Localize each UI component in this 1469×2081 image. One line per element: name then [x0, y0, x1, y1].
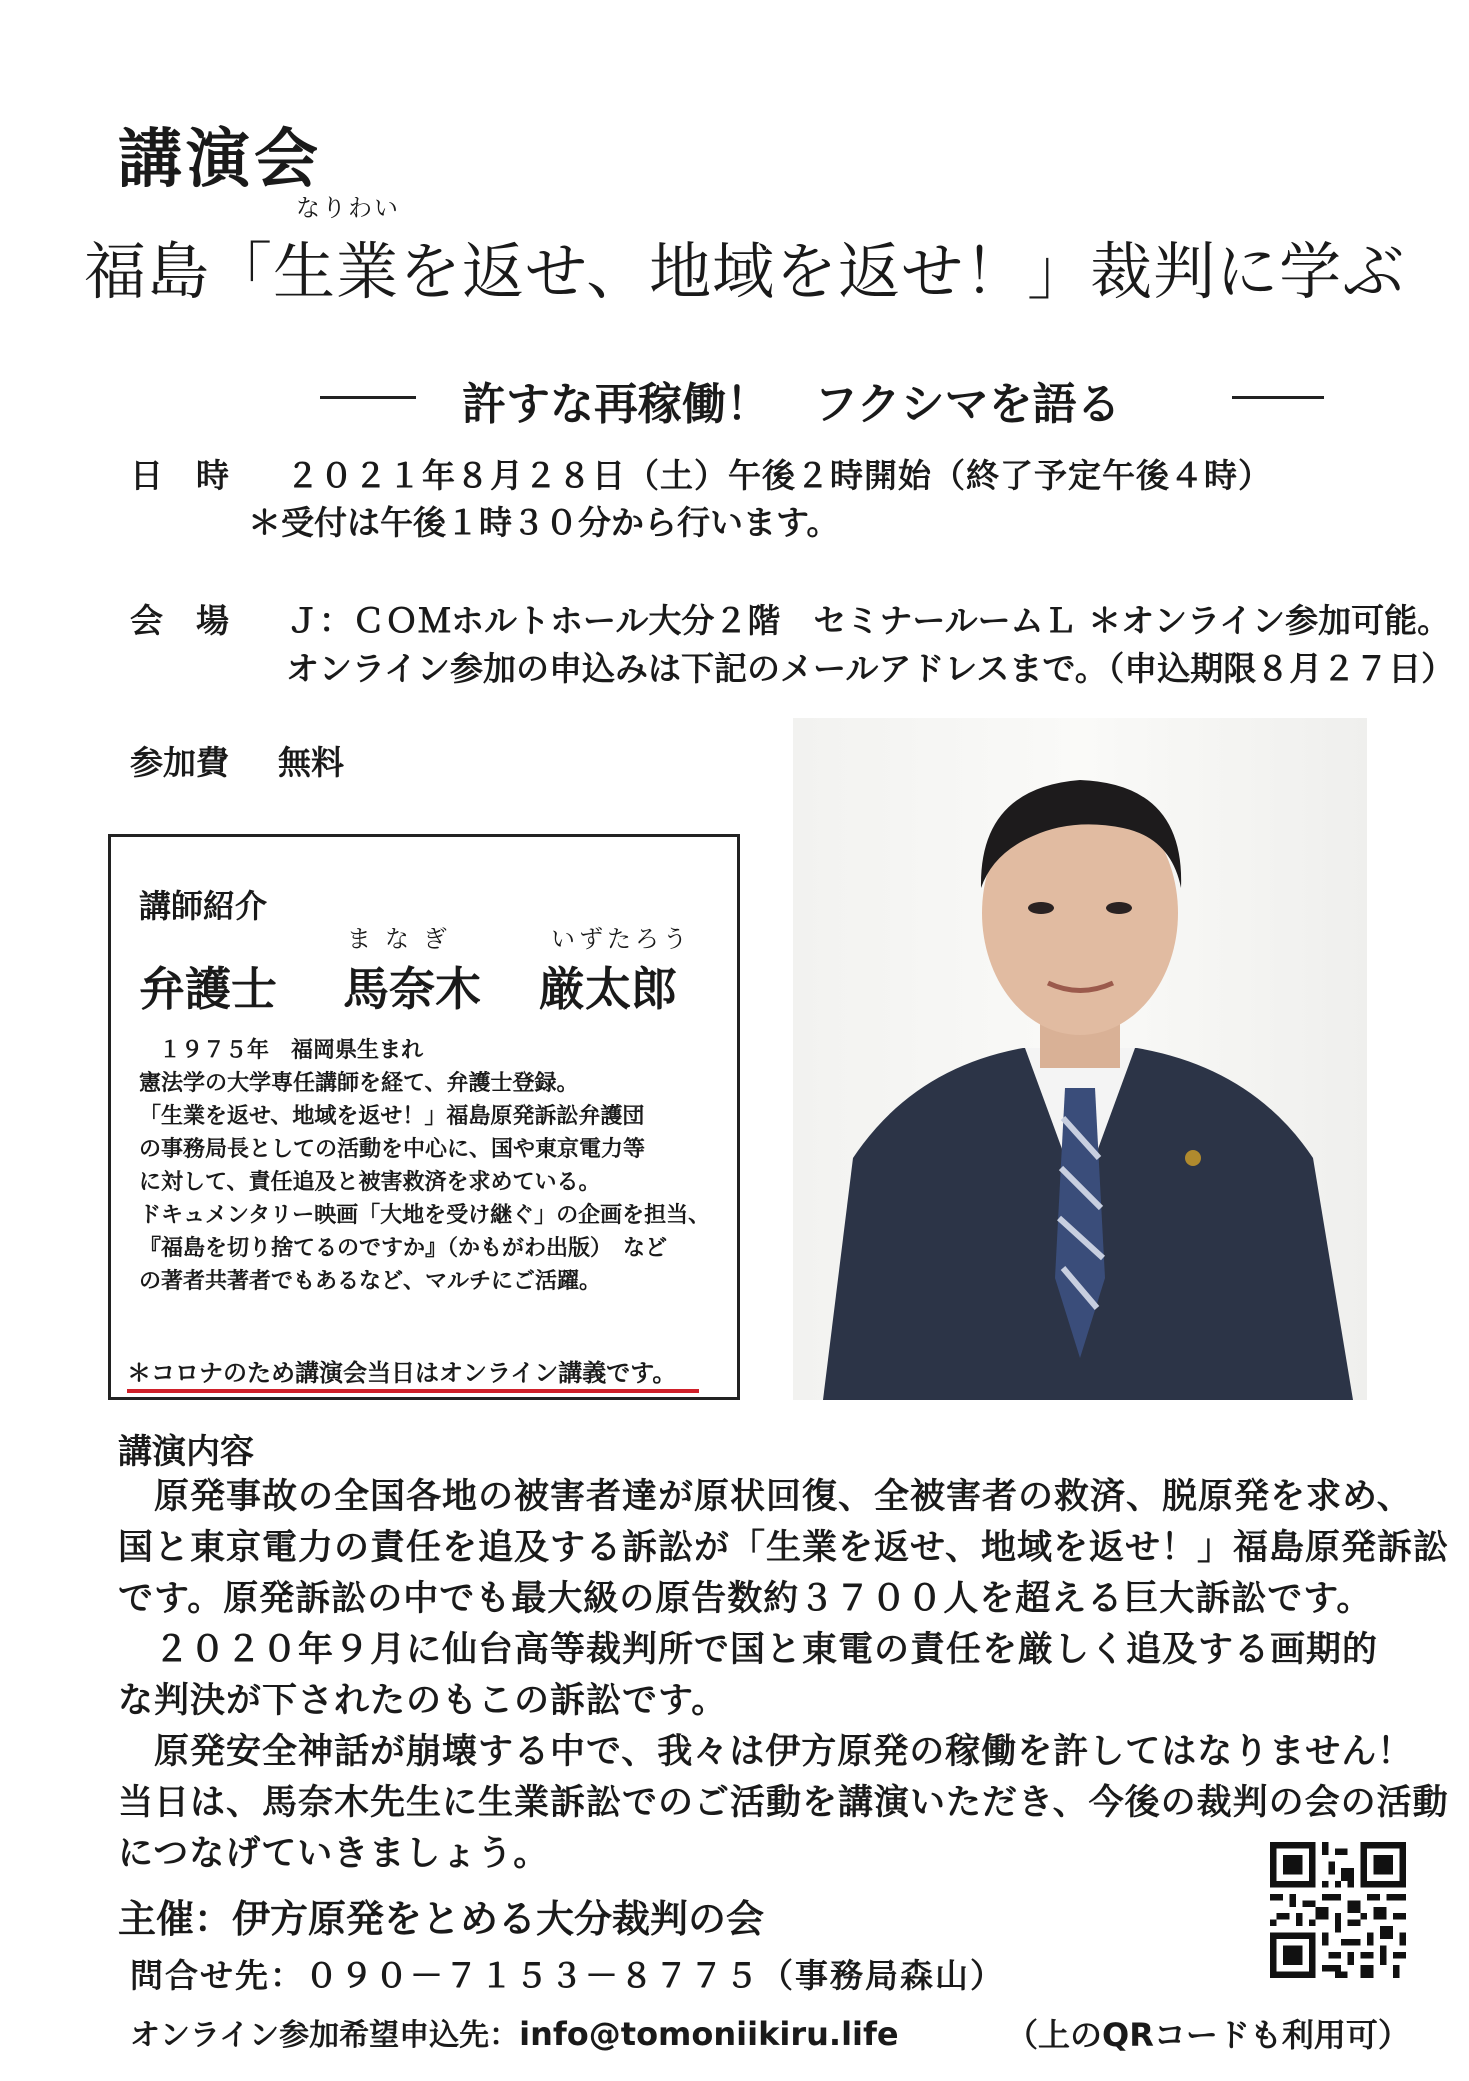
- title-ruby: なりわい: [296, 194, 400, 222]
- content-line: ２０２０年９月に仙台高等裁判所で国と東電の責任を厳しく追及する画期的: [118, 1630, 1379, 1670]
- notice-underline: [127, 1389, 699, 1393]
- venue-label: 会 場: [130, 601, 229, 640]
- bio-line: 『福島を切り捨てるのですか』（かもがわ出版） など: [139, 1236, 668, 1261]
- bio-line: の著者共著者でもあるなど、マルチにご活躍。: [139, 1269, 602, 1294]
- main-title: 福島「生業を返せ、地域を返せ！」裁判に学ぶ: [84, 235, 1406, 308]
- fee-label: 参加費: [130, 743, 229, 782]
- speaker-title: 弁護士: [139, 962, 277, 1016]
- content-line: につなげていきましょう。: [118, 1834, 550, 1874]
- organizer: 主催：伊方原発をとめる大分裁判の会: [118, 1897, 765, 1941]
- given-name-ruby: いずたろう: [551, 925, 691, 953]
- qr-note: （上のQRコードも利用可）: [1006, 2016, 1410, 2054]
- content-body: [118, 1472, 1449, 1880]
- content-line: です。原発訴訟の中でも最大級の原告数約３７００人を超える巨大訴訟です。: [118, 1579, 1373, 1619]
- qr-code-icon[interactable]: [1270, 1842, 1406, 1978]
- bio-line: に対して、責任追及と被害救済を求めている。: [139, 1170, 601, 1195]
- fee-value: 無料: [278, 743, 344, 782]
- surname-ruby: まなぎ: [347, 925, 461, 953]
- contact-phone: 問合せ先：０９０－７１５３－８７７５（事務局森山）: [130, 1956, 1005, 1995]
- content-line: な判決が下されたのもこの訴訟です。: [118, 1681, 728, 1721]
- content-line: 国と東京電力の責任を追及する訴訟が「生業を返せ、地域を返せ！」福島原発訴訟: [118, 1528, 1449, 1568]
- online-label: オンライン参加希望申込先：: [130, 2018, 520, 2053]
- date-label: 日 時: [130, 456, 229, 495]
- speaker-given-name: 厳太郎: [539, 962, 677, 1016]
- bio-line: 憲法学の大学専任講師を経て、弁護士登録。: [139, 1071, 579, 1096]
- content-line: 当日は、馬奈木先生に生業訴訟でのご活動を講演いただき、今後の裁判の会の活動: [118, 1783, 1449, 1823]
- speaker-bio: [139, 1034, 710, 1298]
- speaker-surname: 馬奈木: [343, 962, 481, 1016]
- bio-line: ドキュメンタリー映画「大地を受け継ぐ」の企画を担当、: [139, 1203, 711, 1228]
- right-dash: [1232, 396, 1324, 399]
- event-label: 講演会: [118, 123, 322, 197]
- content-line: 原発事故の全国各地の被害者達が原状回復、全被害者の救済、脱原発を求め、: [118, 1477, 1413, 1517]
- bio-line: 「生業を返せ、地域を返せ！」福島原発訴訟弁護団: [139, 1104, 645, 1129]
- speaker-profile-box: [108, 834, 740, 1400]
- venue-value: Ｊ：ＣＯＭホルトホール大分２階 セミナールームＬ ＊オンライン参加可能。: [286, 601, 1451, 640]
- sub-title: 許すな再稼働！ フクシマを語る: [462, 379, 1121, 430]
- online-application: [130, 2010, 899, 2054]
- speaker-photo: [793, 718, 1367, 1400]
- left-dash: [320, 396, 416, 399]
- profile-heading: 講師紹介: [139, 887, 268, 925]
- date-value: ２０２１年８月２８日（土）午後２時開始（終了予定午後４時）: [286, 456, 1272, 495]
- reception-note: ＊受付は午後１時３０分から行います。: [248, 503, 840, 542]
- contact-email[interactable]: info@tomoniikiru.life: [519, 2015, 899, 2053]
- bio-line: の事務局長としての活動を中心に、国や東京電力等: [139, 1137, 646, 1162]
- content-line: 原発安全神話が崩壊する中で、我々は伊方原発の稼働を許してはなりません！: [118, 1732, 1414, 1772]
- content-heading: 講演内容: [118, 1432, 254, 1472]
- online-lecture-notice: ＊コロナのため講演会当日はオンライン講義です。: [127, 1359, 677, 1387]
- online-note: オンライン参加の申込みは下記のメールアドレスまで。（申込期限８月２７日）: [286, 649, 1455, 688]
- speaker-photo-illustration: [793, 718, 1367, 1400]
- bio-line: １９７５年 福岡県生まれ: [159, 1038, 424, 1063]
